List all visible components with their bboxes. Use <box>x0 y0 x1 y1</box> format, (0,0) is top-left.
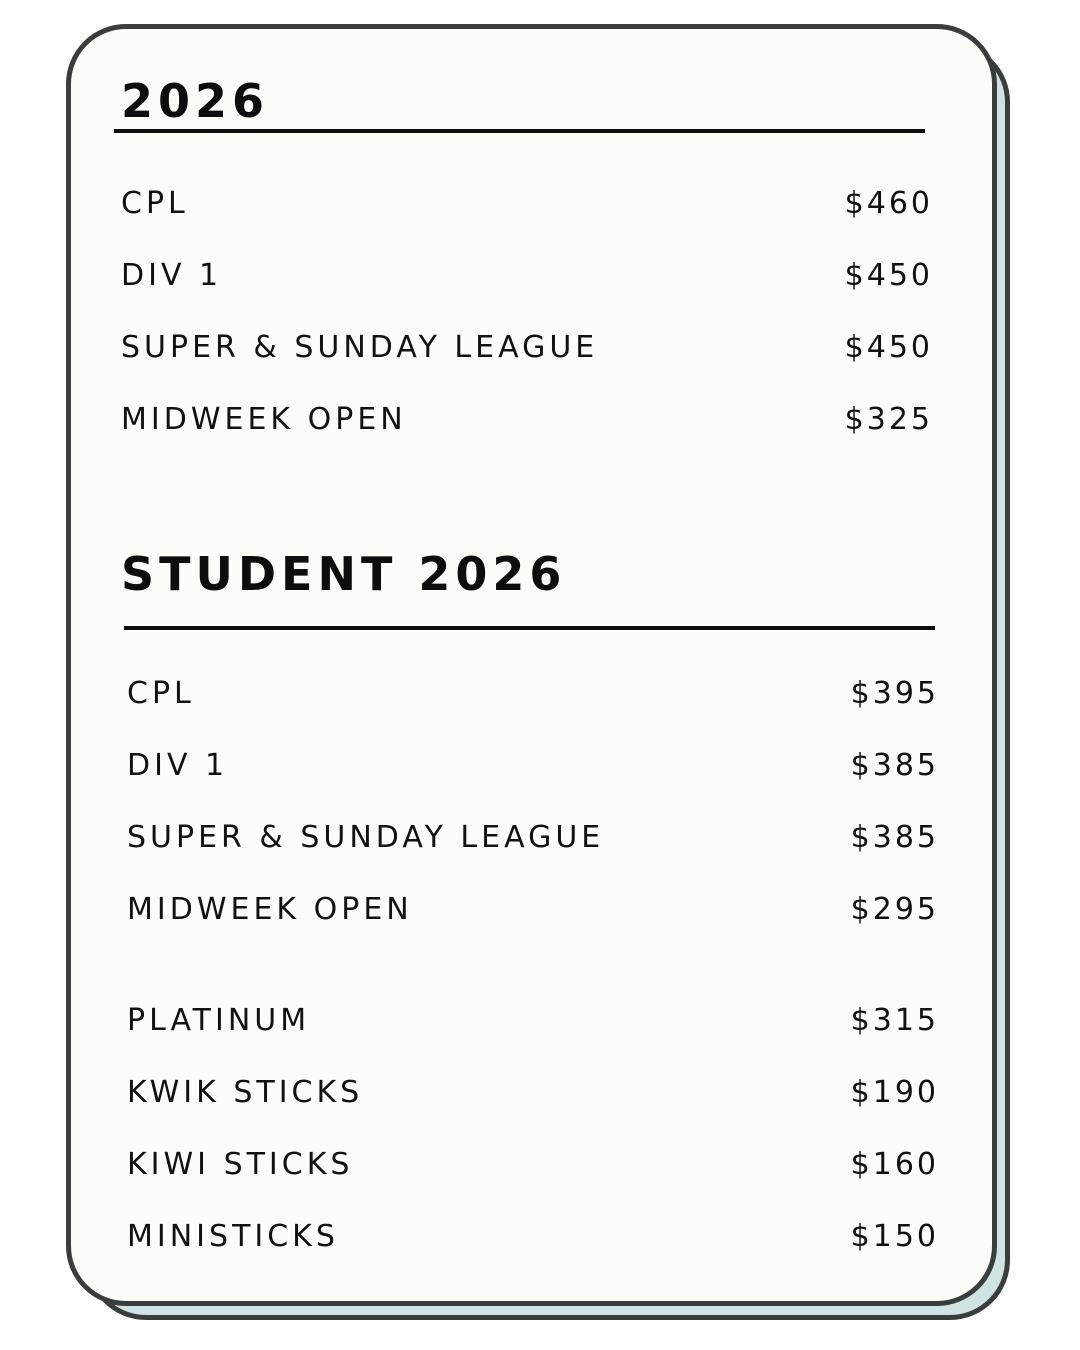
item-price: $395 <box>850 675 939 711</box>
price-row <box>127 1000 939 1040</box>
item-price: $385 <box>850 747 939 783</box>
item-price: $385 <box>850 819 939 855</box>
price-row <box>127 1216 939 1256</box>
price-row <box>127 1144 939 1184</box>
item-name: SUPER & SUNDAY LEAGUE <box>127 819 605 855</box>
price-row <box>121 399 933 439</box>
section-divider <box>124 626 935 630</box>
item-name: KWIK STICKS <box>127 1074 364 1110</box>
section-heading-2026: 2026 <box>121 74 270 128</box>
price-row <box>127 1072 939 1112</box>
price-row <box>127 673 939 713</box>
price-row <box>127 817 939 857</box>
item-name: SUPER & SUNDAY LEAGUE <box>121 329 599 365</box>
section-heading-student-2026: STUDENT 2026 <box>121 547 567 601</box>
item-name: DIV 1 <box>127 747 229 783</box>
price-row <box>127 745 939 785</box>
item-name: MINISTICKS <box>127 1218 339 1254</box>
item-price: $295 <box>850 891 939 927</box>
item-price: $160 <box>850 1146 939 1182</box>
price-row <box>121 327 933 367</box>
section-divider <box>114 129 925 133</box>
item-name: KIWI STICKS <box>127 1146 354 1182</box>
price-row <box>127 889 939 929</box>
item-name: CPL <box>127 675 195 711</box>
item-price: $150 <box>850 1218 939 1254</box>
item-price: $460 <box>844 185 933 221</box>
item-price: $325 <box>844 401 933 437</box>
item-price: $450 <box>844 257 933 293</box>
item-name: MIDWEEK OPEN <box>127 891 413 927</box>
price-row <box>121 255 933 295</box>
item-price: $450 <box>844 329 933 365</box>
item-name: MIDWEEK OPEN <box>121 401 407 437</box>
item-price: $315 <box>850 1002 939 1038</box>
item-name: CPL <box>121 185 189 221</box>
item-name: PLATINUM <box>127 1002 311 1038</box>
item-name: DIV 1 <box>121 257 223 293</box>
price-row <box>121 183 933 223</box>
item-price: $190 <box>850 1074 939 1110</box>
